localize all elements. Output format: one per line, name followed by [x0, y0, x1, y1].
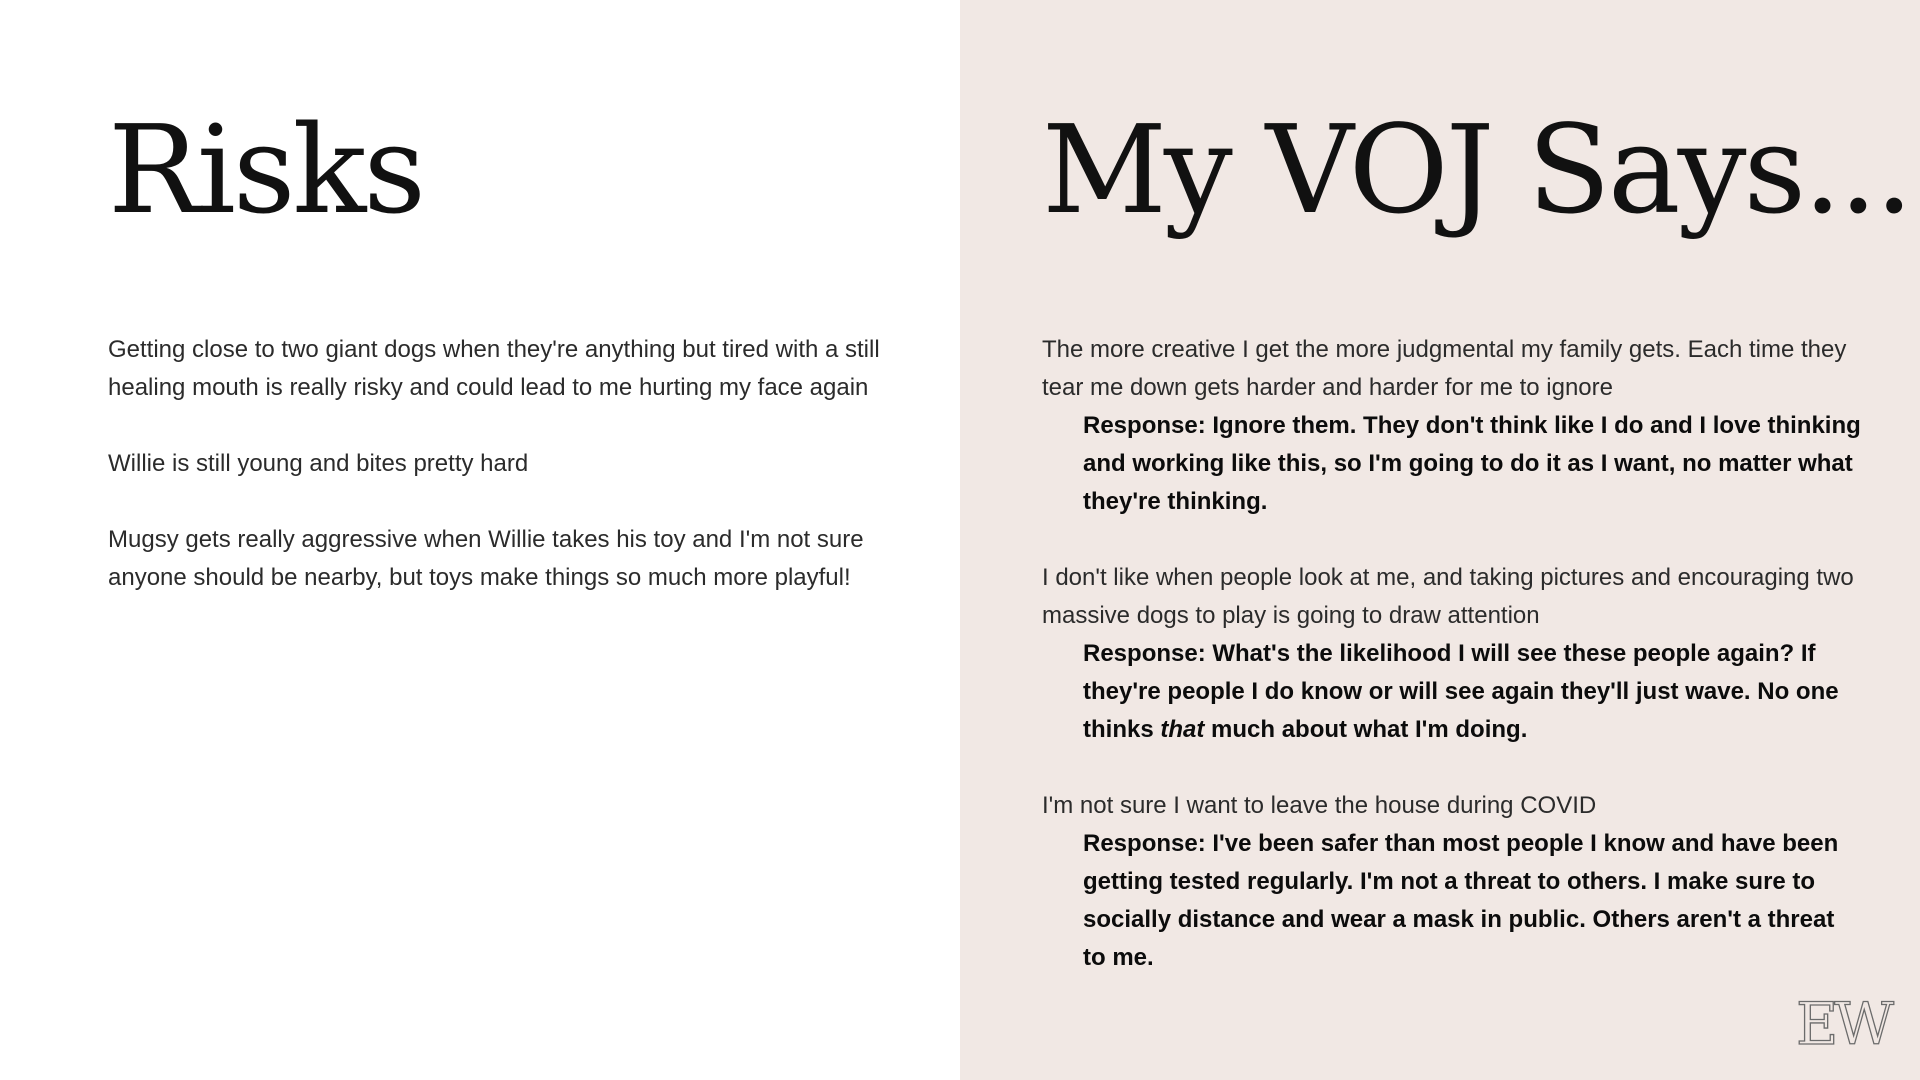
voj-statement: The more creative I get the more judgmental my family gets. Each time they tear me down gets harder and harder for me to ignore [1042, 336, 1847, 401]
voj-response-emphasis: that [1160, 716, 1205, 743]
risk-item: Getting close to two giant dogs when they're anything but tired with a still healing mouth is really risky and could lead to me hurting my face again [108, 336, 880, 401]
voj-title: My VOJ Says... [1042, 99, 1911, 241]
risks-title: Risks [108, 99, 424, 241]
monogram-logo: EW [1796, 990, 1890, 1058]
voj-statement: I don't like when people look at me, and taking pictures and encouraging two massive dogs to play is going to draw attention [1042, 564, 1854, 629]
voj-response: Response: I've been safer than most people I know and have been getting tested regularly. I'm not a threat to others. I make sure to socially distance and wear a mask in public. Others aren't a threat to me. [1083, 830, 1839, 971]
voj-panel [960, 0, 1920, 1080]
voj-response [1042, 635, 1862, 749]
risk-item: Willie is still young and bites pretty hard [108, 450, 529, 477]
voj-response-text: Response: What's the likelihood I will see these people again? If they're people I do know or will see again they'll just wave. No one thinks [1083, 640, 1839, 743]
voj-statement: I'm not sure I want to leave the house during COVID [1042, 792, 1597, 819]
risks-list [108, 331, 928, 635]
risk-item: Mugsy gets really aggressive when Willie takes his toy and I'm not sure anyone should be nearby, but toys make things so much more playful! [108, 526, 864, 591]
voj-list [1042, 331, 1862, 977]
voj-response: Response: Ignore them. They don't think like I do and I love thinking and working like this, so I'm going to do it as I want, no matter what they're thinking. [1083, 412, 1861, 515]
voj-response-text: much about what I'm doing. [1204, 716, 1528, 743]
